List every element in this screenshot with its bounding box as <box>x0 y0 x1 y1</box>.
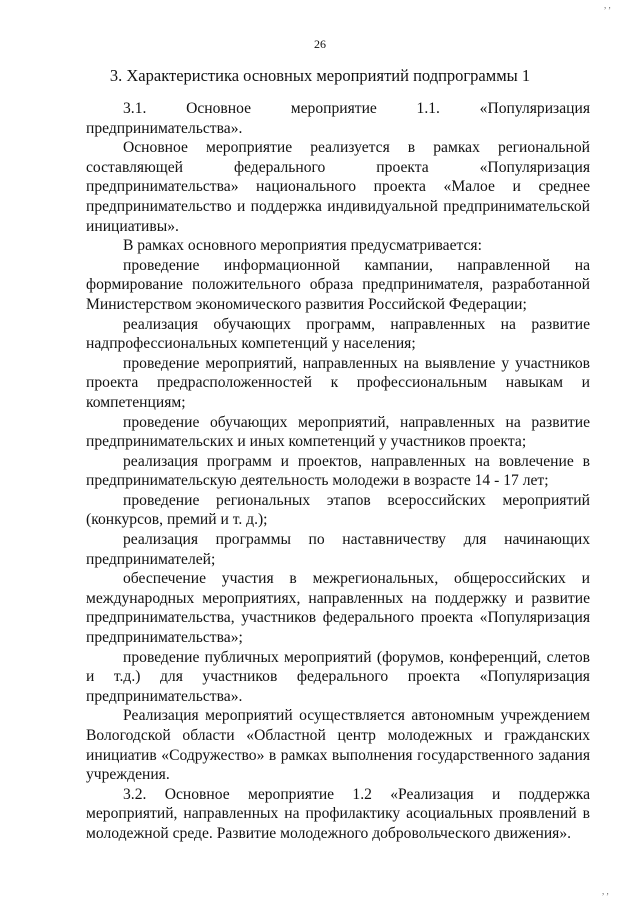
paragraph-context: Основное мероприятие реализуется в рамках региональной составляющей федерального проекта «Популяризация предпринимательства» национального проекта «Малое и среднее предпринимательство и поддержка индивидуальной предпринимательской инициативы». <box>86 139 590 235</box>
paragraph-3-1-heading: 3.1. Основное мероприятие 1.1. «Популяризация предпринимательства». <box>86 100 590 137</box>
list-item: обеспечение участия в межрегиональных, общероссийских и международных мероприятиях, направленных на поддержку и развитие предпринимательства, участников федерального проекта «Популяризация предпринимательства»; <box>86 570 590 647</box>
list-item: реализация программы по наставничеству для начинающих предпринимателей; <box>86 531 590 568</box>
section-title: 3. Характеристика основных мероприятий подпрограммы 1 <box>109 66 531 85</box>
page-number: 26 <box>314 37 326 51</box>
list-item: реализация обучающих программ, направленных на развитие надпрофессиональных компетенций у населения; <box>86 315 590 353</box>
list-item: проведение региональных этапов всероссийских мероприятий (конкурсов, премий и т. д.); <box>86 491 590 529</box>
scan-mark: , , <box>604 0 611 10</box>
paragraph-intro: В рамках основного мероприятия предусматривается: <box>123 237 482 255</box>
paragraph-3-2-heading: 3.2. Основное мероприятие 1.2 «Реализация и поддержка мероприятий, направленных на профилактику асоциальных проявлений в молодежной среде. Развитие молодежного добровольческого движения». <box>86 785 590 842</box>
list-item: проведение информационной кампании, направленной на формирование положительного образа предпринимателя, разработанной Министерством экономического развития Российской Федерации; <box>86 256 590 313</box>
document-body <box>86 99 590 844</box>
list-item: проведение обучающих мероприятий, направленных на развитие предпринимательских и иных компетенций у участников проекта; <box>86 413 590 451</box>
list-item: проведение публичных мероприятий (форумов, конференций, слетов и т.д.) для участников федерального проекта «Популяризация предпринимательства». <box>86 648 590 705</box>
paragraph-implementation: Реализация мероприятий осуществляется автономным учреждением Вологодской области «Областной центр молодежных и гражданских инициатив «Содружество» в рамках выполнения государственного задания учреждения. <box>86 707 590 784</box>
scan-mark: , , <box>602 886 609 896</box>
list-item: проведение мероприятий, направленных на выявление у участников проекта предрасположенностей к профессиональным навыкам и компетенциям; <box>86 354 590 411</box>
list-item: реализация программ и проектов, направленных на вовлечение в предпринимательскую деятельность молодежи в возрасте 14 - 17 лет; <box>86 452 590 490</box>
